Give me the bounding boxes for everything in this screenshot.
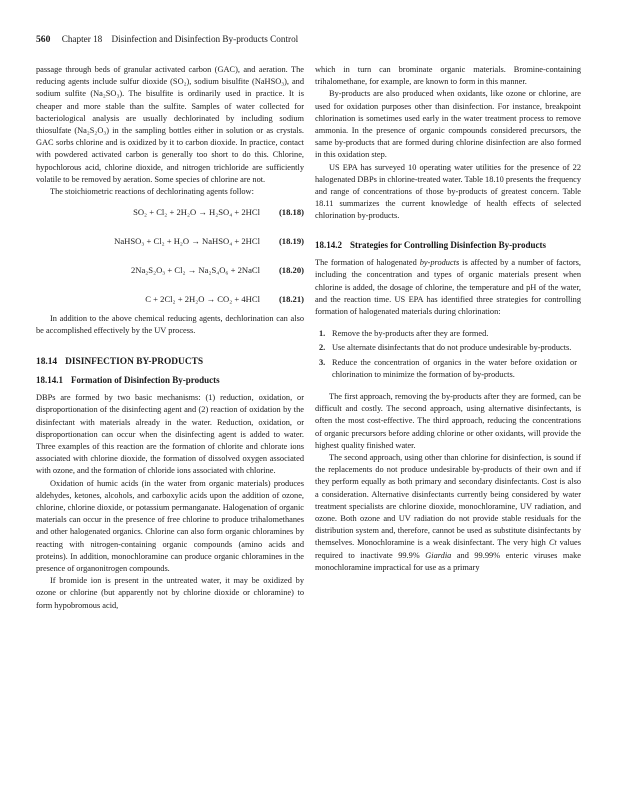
subsection-number: 18.14.2 (315, 239, 342, 250)
list-item (315, 342, 581, 354)
strategy-list (315, 328, 581, 381)
list-number: 2. (319, 343, 326, 353)
text-run: The second approach, using other than chlorine for disinfection, is sound if the replacements do not produce undesirable by-products of their own and if they perform equally as both primary and secondary disinfectants. Cost is also a consideration. Alternative disinfectants currently being considered by water treatment specialists are chlorine dioxide, monochloramine, UV radiation, and ozone. Both ozone and UV radiation do not provide stable residuals for the distribution system and, therefore, cannot be used as substitute disinfectants by themselves. Monochloramine is a weak disinfectant. The very high (315, 452, 581, 548)
text-run: and 99.99% enteric viruses make monochloramine impractical for use as a primary (315, 550, 581, 572)
equation-18-18 (36, 206, 304, 218)
paragraph: The first approach, removing the by-products after they are formed, can be difficult and costly. The second approach, using alternative disinfectants, is often the most cost-effective. The third approach, reducing the concentrations of organic precursors before adding chlorine or other oxidants, will provide the highest quality finished water. (315, 391, 581, 450)
equation-expression: NaHSO₃ + Cl₂ + H₂O → NaHSO₄ + 2HCl (114, 236, 260, 247)
equation-number: (18.19) (278, 236, 304, 247)
list-text: Reduce the concentration of organics in the water before oxidation or chlorination to minimize the formation of by-products. (332, 357, 577, 379)
equation-number: (18.21) (278, 294, 304, 305)
right-column (315, 64, 581, 574)
paragraph: The stoichiometric reactions of dechlorinating agents follow: (50, 187, 254, 197)
paragraph: If bromide ion is present in the untreated water, it may be oxidized by ozone or chlorine (but apparently not by chlorine dioxide or chloramine) to form hypobromous acid, (36, 576, 304, 610)
paragraph: In addition to the above chemical reducing agents, dechlorination can also be accomplished effectively by the UV process. (36, 314, 304, 336)
equation-18-20 (36, 264, 304, 276)
italic-term: Giardia (425, 550, 452, 560)
equation-number: (18.20) (278, 265, 304, 276)
text-run: values required to inactivate 99.9% (315, 538, 581, 560)
section-number: 18.14 (36, 356, 58, 367)
paragraph: US EPA has surveyed 10 operating water utilities for the presence of 22 halogenated DBPs in chlorine-treated water. Table 18.10 presents the frequency and range of concentrations of those by-products of greatest concern. Table 18.11 summarizes the current knowledge of health effects of selected chlorination by-products. (315, 162, 581, 221)
section-heading (36, 356, 304, 368)
list-text: Remove the by-products after they are formed. (332, 329, 489, 339)
running-header (36, 34, 581, 45)
paragraph (315, 452, 581, 574)
left-column (36, 64, 304, 612)
list-number: 1. (319, 329, 326, 339)
paragraph: passage through beds of granular activated carbon (GAC), and aeration. The reducing agents include sulfur dioxide (SO₂), sodium bisulfite (NaHSO₃), and sodium sulfite (Na₂SO₃). The bisulfite is ordinarily used in practice. It is cheaper and more stable than the sulfite. Samples of water collected for bacteriological analysis are usually dechlorinated by including sodium thiosulfate (Na₂S₂O₃) in the sampling bottles either in solution or as crystals. GAC sorbs chlorine and is oxidized by it to carbon dioxide. In practice, contact with powdered activated carbon is generally too short to do this. Chlorine, hypochlorous acid, chlorine dioxide, and nitrogen trichloride are sufficiently volatile to be removed by aeration. Some species of chlorine are not. (36, 65, 304, 184)
equation-expression: SO₂ + Cl₂ + 2H₂O → H₂SO₄ + 2HCl (133, 207, 260, 218)
text-run: The formation of halogenated (315, 258, 420, 268)
italic-term: Ct (548, 538, 557, 548)
equation-expression: C + 2Cl₂ + 2H₂O → CO₂ + 4HCl (145, 294, 260, 305)
subsection-title: Formation of Disinfection By-products (71, 374, 220, 385)
paragraph: DBPs are formed by two basic mechanisms: (1) reduction, oxidation, or disproportionation of the disinfecting agent and (2) reaction of oxidation by the disinfectant with materials already in the water. Reduction, oxidation, or disproportionation can occur when the disinfecting agent is added to water. Three examples of this reaction are the formation of chlorite and chlorate ions associated with chlorine dioxide, the formation of dissolved oxygen associated with ozone, and the formation of chloride ions associated with chlorine. (36, 393, 304, 476)
text-run: is affected by a number of factors, including the concentration and types of organic materials present when chlorine is added, the dosage of chlorine, the temperature and pH of the water, and the reaction time. US EPA has identified three strategies for controlling formation of halogenated materials during chlorination: (315, 258, 581, 316)
list-item (315, 328, 581, 340)
list-text: Use alternate disinfectants that do not produce undesirable by-products. (332, 343, 572, 353)
paragraph (315, 257, 581, 318)
equation-expression: 2Na₂S₂O₃ + Cl₂ → Na₂S₄O₆ + 2NaCl (130, 265, 260, 276)
list-item (315, 357, 581, 381)
subsection-number: 18.14.1 (36, 374, 63, 385)
running-title: Chapter 18 Disinfection and Disinfection By-products Control (61, 34, 299, 44)
subsection-heading (36, 375, 304, 387)
subsection-title: Strategies for Controlling Disinfection By-products (350, 239, 546, 250)
page-number: 560 (36, 34, 51, 45)
equation-18-21 (36, 293, 304, 305)
list-number: 3. (319, 357, 326, 367)
italic-term: by-products (419, 258, 460, 268)
equation-18-19 (36, 235, 304, 247)
paragraph: which in turn can brominate organic materials. Bromine-containing trihalomethane, for example, are known to form in this manner. (315, 65, 581, 87)
subsection-heading (315, 240, 581, 252)
paragraph: Oxidation of humic acids (in the water from organic materials) produces aldehydes, ketones, alcohols, and carboxylic acids upon the addition of ozone, chlorine, chlorine dioxide, or potassium permanganate. Halogenation of organic materials can occur in the presence of free chlorine to produce trihalomethanes and other halogenated organics. Chlorine can also form organic chloramines by reacting with nitrogen-containing organic compounds (amino acids and proteins). In addition, monochloramine can produce organic chloramines in the presence of organonitrogen compounds. (36, 478, 304, 573)
section-title: DISINFECTION BY-PRODUCTS (65, 356, 204, 367)
paragraph: By-products are also produced when oxidants, like ozone or chlorine, are used for oxidation purposes other than disinfection. For instance, breakpoint chlorination is sometimes used early in the water treatment process to remove ammonia. In the presence of organic compounds considered precursors, the same by-products that are formed during chlorine disinfection are also formed in this oxidation step. (315, 89, 581, 160)
equation-number: (18.18) (278, 207, 304, 218)
